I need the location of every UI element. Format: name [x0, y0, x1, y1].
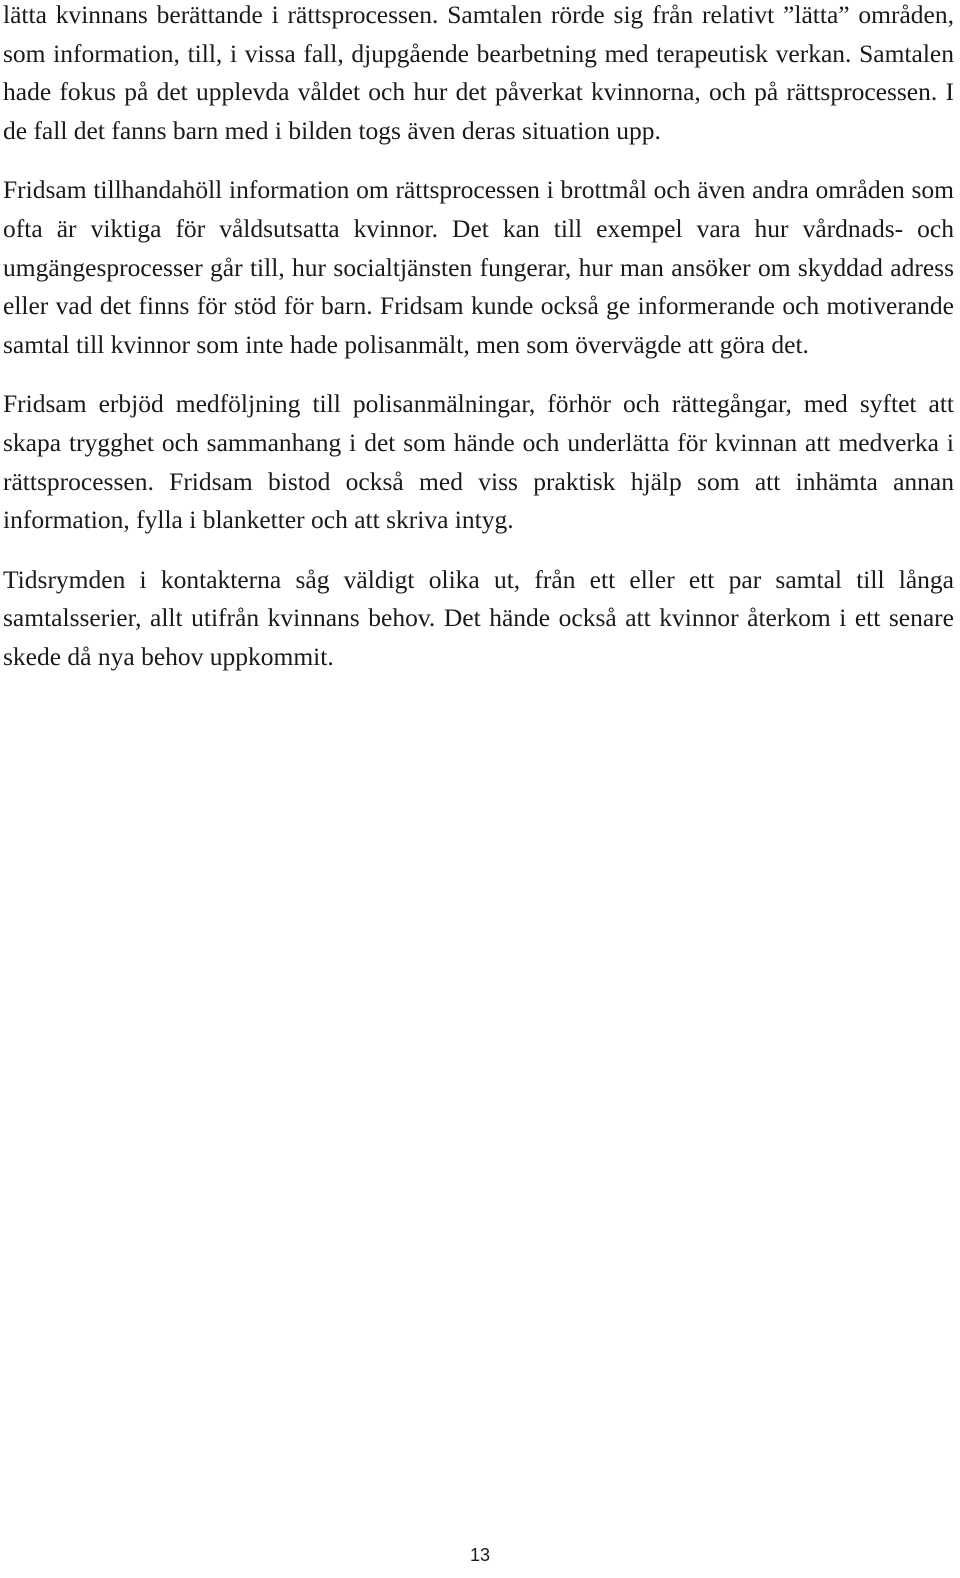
page-number: 13: [469, 1545, 491, 1565]
document-page: [3, 0, 954, 698]
paragraph-conversations: lätta kvinnans berättande i rättsprocessen. Samtalen rörde sig från relativt ”lätta” områden, som information, till, i vissa fall, djupgående bearbetning med terapeutisk verkan. Samtalen hade fokus på det upplevda våldet och hur det påverkat kvinnorna, och på rättsprocessen. I de fall det fanns barn med i bilden togs även deras situation upp.: [3, 0, 954, 145]
paragraph-timespan: Tidsrymden i kontakterna såg väldigt olika ut, från ett eller ett par samtal till långa samtalsserier, allt utifrån kvinnans behov. Det hände också att kvinnor återkom i ett senare skede då nya behov uppkommit.: [3, 564, 954, 671]
paragraph-information: Fridsam tillhandahöll information om rättsprocessen i brottmål och även andra områden som ofta är viktiga för våldsutsatta kvinnor. Det kan till exempel vara hur vårdnads- och umgängesprocesser går till, hur socialtjänsten fungerar, hur man ansöker om skyddad adress eller vad det finns för stöd för barn. Fridsam kunde också ge informerande och motiverande samtal till kvinnor som inte hade polisanmält, men som övervägde att göra det.: [3, 175, 954, 359]
paragraph-accompaniment: Fridsam erbjöd medföljning till polisanmälningar, förhör och rättegångar, med syftet att skapa trygghet och sammanhang i det som hände och underlätta för kvinnan att medverka i rättsprocessen. Fridsam bistod också med viss praktisk hjälp som att inhämta annan information, fylla i blanketter och att skriva intyg.: [3, 389, 954, 535]
